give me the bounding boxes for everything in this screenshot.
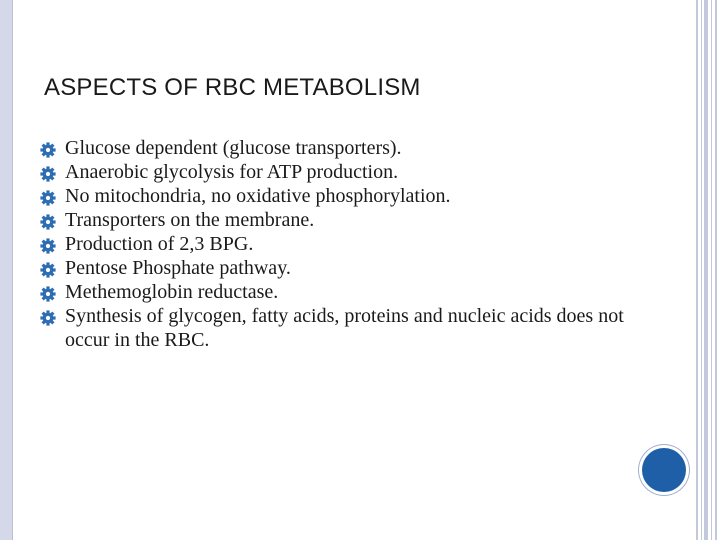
- gear-icon: [40, 260, 56, 276]
- list-item-text: No mitochondria, no oxidative phosphorylation.: [65, 185, 451, 207]
- list-item: [40, 280, 630, 304]
- list-item-text: Methemoglobin reductase.: [65, 281, 279, 303]
- gear-icon: [40, 140, 56, 156]
- decorative-circle: [642, 448, 686, 492]
- right-border-decoration: [690, 0, 720, 540]
- slide-title: ASPECTS OF RBC METABOLISM: [44, 74, 421, 101]
- left-border-decoration: [0, 0, 12, 540]
- list-item: [40, 184, 630, 208]
- right-border-line: [696, 0, 698, 540]
- list-item: [40, 304, 630, 352]
- list-item: [40, 136, 630, 160]
- gear-icon: [40, 308, 56, 324]
- list-item: [40, 232, 630, 256]
- gear-icon: [40, 212, 56, 228]
- gear-icon: [40, 164, 56, 180]
- gear-icon: [40, 236, 56, 252]
- list-item-text: Glucose dependent (glucose transporters).: [65, 137, 402, 159]
- bullet-list: [40, 136, 630, 352]
- right-border-line: [711, 0, 712, 540]
- list-item-text: Anaerobic glycolysis for ATP production.: [65, 161, 399, 183]
- list-item: [40, 160, 630, 184]
- list-item-text: Synthesis of glycogen, fatty acids, proteins and nucleic acids does not occur in the RBC.: [65, 305, 624, 351]
- list-item: [40, 256, 630, 280]
- gear-icon: [40, 284, 56, 300]
- list-item-text: Production of 2,3 BPG.: [65, 233, 254, 255]
- right-border-line: [715, 0, 717, 540]
- left-border-line: [12, 0, 13, 540]
- gear-icon: [40, 188, 56, 204]
- right-border-line: [704, 0, 708, 540]
- list-item-text: Transporters on the membrane.: [65, 209, 315, 231]
- list-item: [40, 208, 630, 232]
- list-item-text: Pentose Phosphate pathway.: [65, 257, 291, 279]
- right-border-line: [701, 0, 702, 540]
